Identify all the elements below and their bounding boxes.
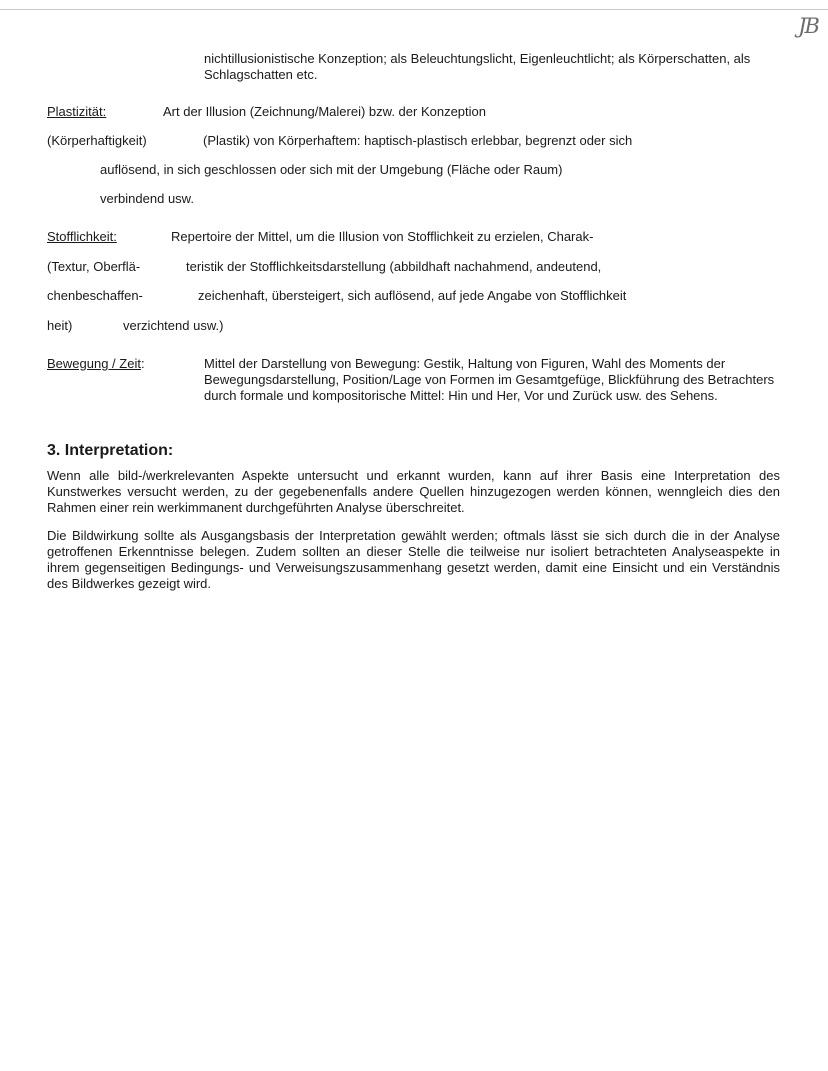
bewegung-term: Bewegung / Zeit [47,356,141,371]
stofflichkeit-subterm-3: heit) [47,318,73,333]
page-top-rule [0,9,828,10]
stofflichkeit-line-3: zeichenhaft, übersteigert, sich auflösend, auf jede Angabe von Stofflichkeit [198,288,627,303]
bewegung-term-wrap [47,356,145,372]
plastizitaet-subterm: (Körperhaftigkeit) [47,133,147,148]
plastizitaet-line-3: auflösend, in sich geschlossen oder sich mit der Umgebung (Fläche oder Raum) [100,162,563,177]
plastizitaet-line-1: Art der Illusion (Zeichnung/Malerei) bzw. der Konzeption [163,104,486,119]
stofflichkeit-subterm-1: (Textur, Oberflä- [47,259,141,274]
interpretation-heading: 3. Interpretation: [47,442,174,459]
stofflichkeit-term: Stofflichkeit: [47,229,117,244]
stofflichkeit-subterm-2: chenbeschaffen- [47,288,143,303]
stofflichkeit-line-4: verzichtend usw.) [123,318,224,333]
plastizitaet-term: Plastizität: [47,104,107,119]
stofflichkeit-line-2: teristik der Stofflichkeitsdarstellung (abbildhaft nachahmend, andeutend, [186,259,602,274]
bewegung-text: Mittel der Darstellung von Bewegung: Gestik, Haltung von Figuren, Wahl des Moments der Bewegungsdarstellung, Position/Lage von Formen im Gesamtgefüge, Blickführung des Betrachters durch formale und kompositorische Mittel: Hin und Her, Vor und Zurück usw. des Sehens. [204,356,775,403]
plastizitaet-line-4: verbindend usw. [100,191,194,206]
plastizitaet-line-2: (Plastik) von Körperhaftem: haptisch-plastisch erlebbar, begrenzt oder sich [203,133,633,148]
bewegung-colon: : [140,356,145,371]
author-monogram: JB [798,14,818,38]
stofflichkeit-line-1: Repertoire der Mittel, um die Illusion von Stofflichkeit zu erzielen, Charak- [171,229,594,244]
interpretation-paragraph-1: Wenn alle bild-/werkrelevanten Aspekte untersucht und erkannt wurden, kann auf ihrer Basis eine Interpretation des Kunstwerkes versucht werden, zu der gegebenenfalls andere Quellen hinzugezogen werden können, wenngleich dies den Rahmen einer rein werkimmanent durchgeführten Analyse überschreitet. [47,468,780,515]
intro-continuation-text: nichtillusionistische Konzeption; als Beleuchtungslicht, Eigenleuchtlicht; als Körperschatten, als Schlagschatten etc. [204,51,751,82]
interpretation-paragraph-2: Die Bildwirkung sollte als Ausgangsbasis der Interpretation gewählt werden; oftmals lässt sie sich durch die in der Analyse getroffenen Erkenntnisse belegen. Zudem sollten an dieser Stelle die teilweise nur isoliert betrachteten Analyseaspekte in ihrem gegenseitigen Bedingungs- und Verweisungszusammenhang gesetzt werden, damit eine Einsicht und ein Verständnis des Bildwerkes gezeigt wird. [47,528,780,591]
